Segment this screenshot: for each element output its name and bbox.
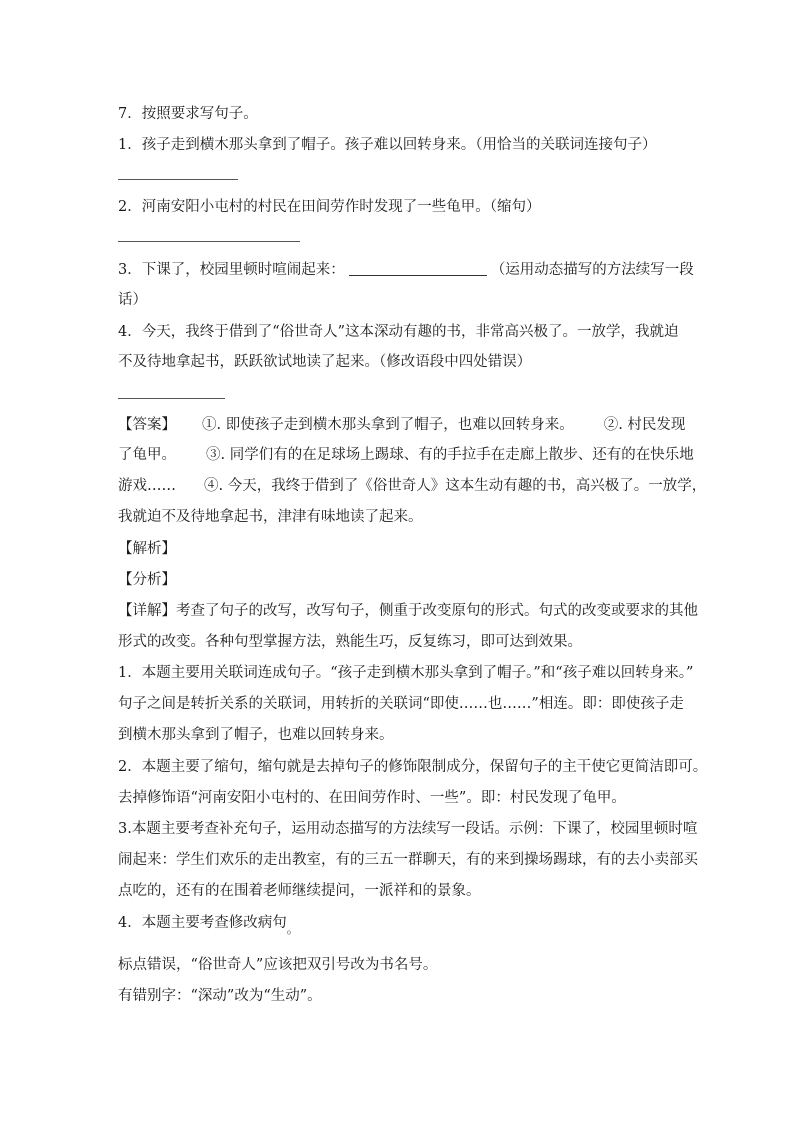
analysis-p1-line2: 句子之间是转折关系的关联词，用转折的关联词“即使……也……”相连。即：即使孩子走	[118, 696, 684, 712]
question-item-3	[118, 260, 694, 280]
question-item-4-line2: 不及待地拿起书，跃跃欲试地读了起来。（修改语段中四处错误）	[118, 354, 532, 370]
answer-2-head: ②. 村民发现	[603, 417, 686, 433]
answer-3-head: ③. 同学们有的在足球场上踢球、有的手拉手在走廊上散步、还有的在快乐地	[206, 447, 694, 463]
analysis-p4-text: 4．本题主要考查修改病句	[118, 915, 287, 931]
analysis-p4-mark: 。	[286, 922, 299, 936]
answer-4-head: ④. 今天，我终于借到了《俗世奇人》这本生动有趣的书，高兴极了。一放学，	[204, 478, 707, 494]
inline-blank	[349, 261, 487, 276]
question-item-4-line1: 4．今天，我终于借到了“俗世奇人”这本深动有趣的书，非常高兴极了。一放学，我就迫	[118, 324, 679, 340]
analysis-p4-line1	[118, 913, 299, 939]
question-item-3-suffix: （运用动态描写的方法续写一段	[490, 262, 694, 278]
answer-4-tail: 我就迫不及待地拿起书，津津有味地读了起来。	[118, 509, 423, 525]
answer-line-3	[118, 476, 706, 496]
answer-3-tail: 游戏……	[118, 478, 176, 494]
question-item-3-prefix: 3．下课了，校园里顿时喧闹起来：	[118, 262, 345, 278]
analysis-p4-line3: 有错别字：“深动”改为“生动”。	[118, 988, 322, 1004]
question-item-1: 1．孩子走到横木那头拿到了帽子。孩子难以回转身来。（用恰当的关联词连接句子）	[118, 137, 657, 153]
answer-line-2	[118, 445, 694, 465]
analysis-p1-line1: 1．本题主要用关联词连成句子。“孩子走到横木那头拿到了帽子。”和“孩子难以回转身来。”	[118, 665, 694, 681]
question-title: 7．按照要求写句子。	[118, 106, 258, 122]
answer-2-tail: 了龟甲。	[118, 447, 176, 463]
answer-blank-2	[118, 241, 300, 242]
question-item-3-cont: 话）	[118, 292, 147, 308]
analysis-p4-line2: 标点错误，“俗世奇人”应该把双引号改为书名号。	[118, 957, 438, 973]
answer-blank-1	[118, 179, 238, 180]
detail-label: 【详解】	[118, 603, 176, 619]
jiexi-label: 【解析】	[118, 541, 176, 557]
analysis-p1-line3: 到横木那头拿到了帽子，也难以回转身来。	[118, 727, 394, 743]
analysis-p3-line3: 点吃的，还有的在围着老师继续提问，一派祥和的景象。	[118, 883, 481, 899]
detail-text-1: 考查了句子的改写，改写句子，侧重于改变原句的形式。句式的改变或要求的其他	[176, 603, 698, 619]
analysis-p2-line2: 去掉修饰语“河南安阳小屯村的、在田间劳作时、一些”。即：村民发现了龟甲。	[118, 790, 626, 806]
answer-blank-4	[118, 398, 225, 399]
question-item-2: 2．河南安阳小屯村的村民在田间劳作时发现了一些龟甲。（缩句）	[118, 199, 541, 215]
detail-line-1	[118, 601, 698, 621]
analysis-p3-line2: 闹起来：学生们欢乐的走出教室，有的三五一群聊天，有的来到操场踢球，有的去小卖部买	[118, 852, 698, 868]
answer-1: ①. 即使孩子走到横木那头拿到了帽子，也难以回转身来。	[202, 417, 574, 433]
detail-line-2: 形式的改变。各种句型掌握方法，熟能生巧，反复练习，即可达到效果。	[118, 634, 582, 650]
answer-line-1	[118, 415, 685, 435]
fenxi-label: 【分析】	[118, 572, 176, 588]
answer-label: 【答案】	[118, 417, 176, 433]
analysis-p2-line1: 2．本题主要了缩句，缩句就是去掉句子的修饰限制成分，保留句子的主干使它更简洁即可。	[118, 759, 708, 775]
analysis-p3-line1: 3.本题主要考查补充句子，运用动态描写的方法续写一段话。示例：下课了，校园里顿时喧	[118, 821, 698, 837]
